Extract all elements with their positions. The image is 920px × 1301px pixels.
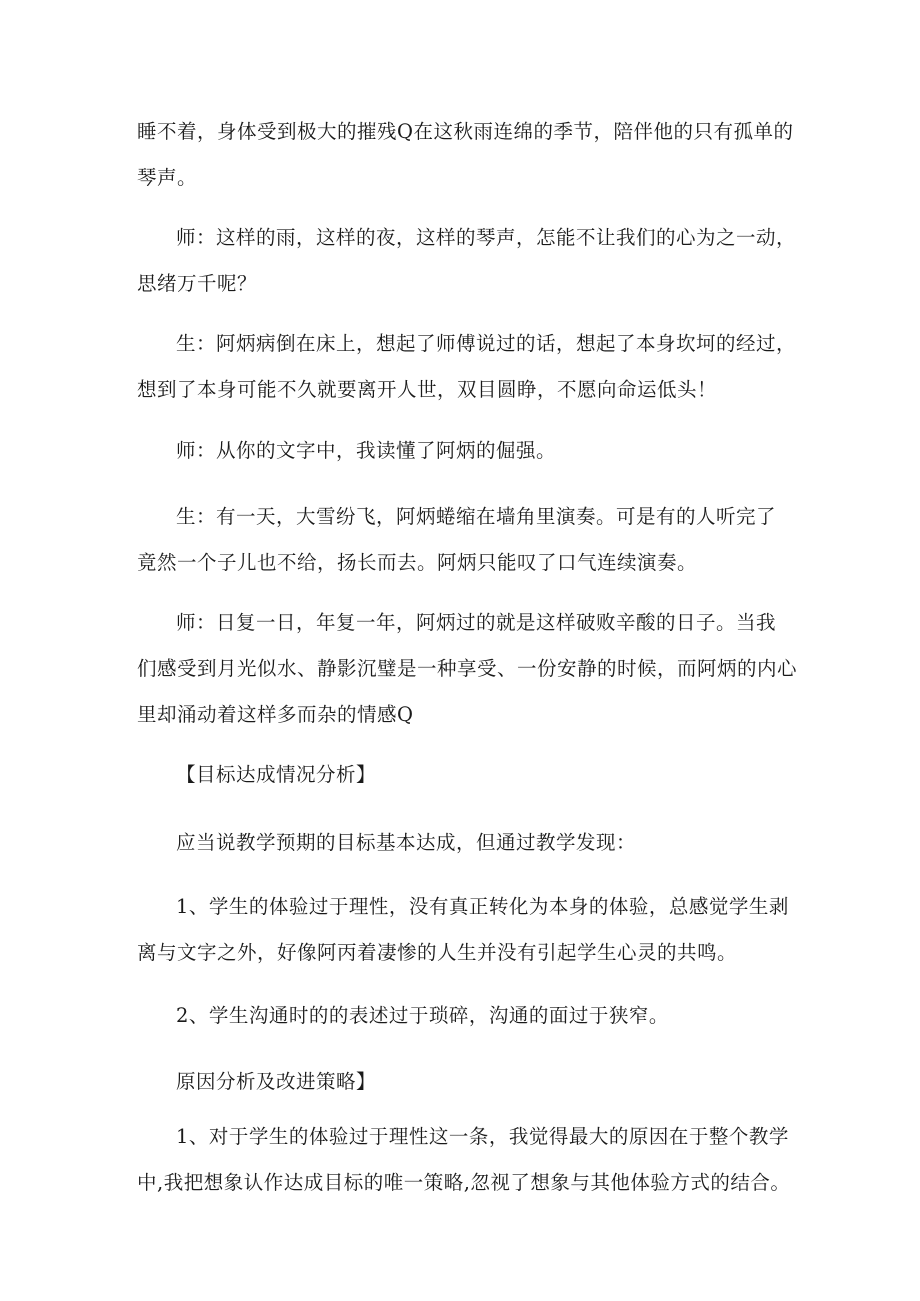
text-line: 1、学生的体验过于理性，没有真正转化为本身的体验，总感觉学生剥 bbox=[176, 895, 789, 918]
paragraph-student-2 bbox=[137, 494, 836, 586]
section-heading-cause-analysis bbox=[137, 1059, 836, 1105]
paragraph-cause-1 bbox=[137, 1114, 836, 1206]
text-line: 离与文字之外，好像阿丙着凄惨的人生并没有引起学生心灵的共鸣。 bbox=[137, 941, 738, 964]
text-line: 师：这样的雨，这样的夜，这样的琴声，怎能不让我们的心为之一动， bbox=[176, 226, 797, 249]
paragraph-teacher-1 bbox=[137, 215, 836, 307]
paragraph-finding-2 bbox=[137, 993, 836, 1039]
text-line: 们感受到月光似水、静影沉璧是一种享受、一份安静的时候，而阿炳的内心 bbox=[137, 657, 798, 680]
text-line: 思绪万千呢？ bbox=[137, 272, 258, 295]
text-line: 1、对于学生的体验过于理性这一条，我觉得最大的原因在于整个教学 bbox=[176, 1125, 789, 1148]
text-line: 生：有一天，大雪纷飞，阿炳蜷缩在墙角里演奏。可是有的人听完了 bbox=[176, 505, 777, 528]
section-heading-goal-analysis bbox=[137, 752, 836, 798]
text-line: 中,我把想象认作达成目标的唯一策略,忽视了想象与其他体验方式的结合。 bbox=[137, 1171, 791, 1194]
text-line: 里却涌动着这样多而杂的情感Q bbox=[137, 703, 414, 726]
text-line: 2、学生沟通时的的表述过于琐碎，沟通的面过于狭窄。 bbox=[176, 1004, 669, 1027]
paragraph-summary bbox=[137, 820, 836, 866]
text-line: 想到了本身可能不久就要离开人世，双目圆睁，不愿向命运低头！ bbox=[137, 378, 718, 401]
paragraph-continuation bbox=[137, 109, 797, 201]
text-line: 师：从你的文字中，我读懂了阿炳的倔强。 bbox=[176, 439, 557, 462]
text-line: 【目标达成情况分析】 bbox=[176, 763, 377, 786]
paragraph-student-1 bbox=[137, 321, 836, 413]
paragraph-teacher-2 bbox=[137, 428, 836, 474]
paragraph-teacher-3 bbox=[137, 600, 836, 738]
text-line: 琴声。 bbox=[137, 166, 198, 189]
paragraph-finding-1 bbox=[137, 884, 836, 976]
text-line: 竟然一个子儿也不给，扬长而去。阿炳只能叹了口气连续演奏。 bbox=[137, 551, 698, 574]
text-line: 应当说教学预期的目标基本达成，但通过教学发现： bbox=[176, 831, 637, 854]
text-line: 生：阿炳病倒在床上，想起了师傅说过的话，想起了本身坎坷的经过， bbox=[176, 332, 797, 355]
text-line: 睡不着，身体受到极大的摧残Q在这秋雨连绵的季节，陪伴他的只有孤单的 bbox=[137, 120, 794, 143]
text-line: 原因分析及改进策略】 bbox=[176, 1070, 377, 1093]
text-line: 师：日复一日，年复一年，阿炳过的就是这样破败辛酸的日子。当我 bbox=[176, 611, 777, 634]
